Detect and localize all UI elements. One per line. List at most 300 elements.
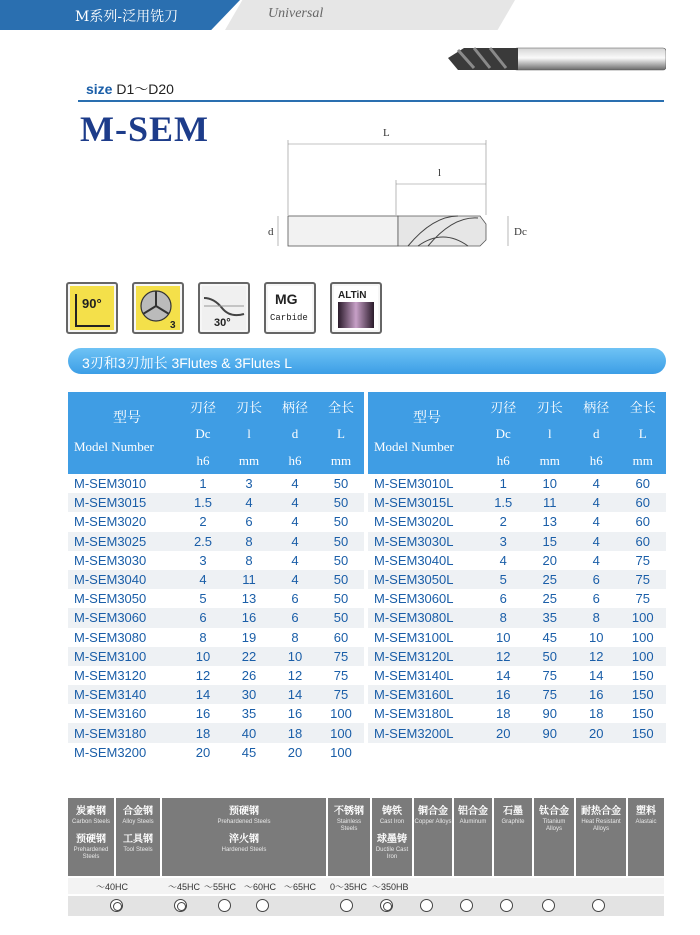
spec-cell: 4 [499,552,507,568]
svg-text:90°: 90° [82,296,102,311]
spec-cell: 50 [318,532,364,551]
model-number-cell: M-SEM3180L [374,706,454,722]
spec-cell: 4 [592,552,600,568]
technical-drawing [268,120,538,260]
header-l-sym: l [226,420,272,448]
hardness-row [68,878,664,894]
spec-cell: 16 [573,685,620,704]
spec-cell: 45 [241,744,257,760]
model-number-cell: M-SEM3120 [74,667,147,683]
spec-cell: 6 [272,608,318,627]
size-label: size [86,81,113,97]
spec-cell: 12 [573,647,620,666]
header-d-sym: d [272,420,318,448]
table-row [68,474,364,493]
model-number-cell: M-SEM3030L [368,532,480,551]
header-model-cn: 型号 [413,411,441,426]
spec-cell: 100 [330,744,352,760]
material-name-cn: 塑料 [636,806,656,817]
spec-cell: 90 [542,706,557,722]
material-column [162,798,326,876]
material-name-cn: 不锈钢 [334,806,364,817]
spec-cell: 4 [272,532,318,551]
spec-cell: 50 [318,570,364,589]
spec-cell: 25 [527,570,574,589]
model-number-cell: M-SEM3160 [74,706,147,722]
table-row [68,666,364,685]
spec-cell: 4 [291,476,299,492]
spec-cell: 3 [199,552,207,568]
material-name-en: Alloy Steels [122,819,154,825]
model-number-cell: M-SEM3040L [374,552,454,568]
material-name-cn: 铜合金 [418,806,448,817]
hardness-label: ～350HB [372,882,409,892]
spec-cell: 4 [226,493,272,512]
table-row [68,551,364,570]
spec-cell: 150 [631,667,654,683]
spec-cell: 1.5 [480,493,527,512]
material-name-en: Heat Resistant Alloys [581,819,621,832]
spec-cell: 50 [333,476,349,492]
col-model [68,392,180,474]
table-row [368,493,666,512]
spec-cell: 16 [480,685,527,704]
header-d-unit: h6 [573,448,620,474]
material-name-en: Aluminum [459,819,487,825]
spec-cell: 90 [527,723,574,742]
spec-cell: 12 [195,667,211,683]
spec-table-left [68,392,364,762]
spec-cell: 10 [180,647,226,666]
spec-cell: 14 [272,685,318,704]
helix-30-icon [198,282,250,334]
circle-icon [420,899,433,912]
suitability-row [68,896,664,916]
col-model [368,392,480,474]
material-column [628,798,664,876]
model-number-cell: M-SEM3020L [374,514,454,530]
material-name2-cn [494,826,532,830]
svg-text:3: 3 [170,320,176,331]
spec-cell: 18 [496,706,511,722]
spec-cell: 4 [573,493,620,512]
spec-cell: 60 [620,493,667,512]
spec-cell: 100 [620,647,667,666]
dim-l: l [438,167,442,179]
header-subtitle: Universal [268,6,324,21]
spec-cell: 18 [589,706,604,722]
spec-cell: 6 [245,514,253,530]
spec-cell: 14 [496,667,511,683]
spec-cell: 4 [272,570,318,589]
header-l-sym: l [527,420,574,448]
material-name-en: Titanium Alloys [542,819,566,832]
spec-cell: 150 [620,685,667,704]
svg-text:30°: 30° [214,317,231,329]
header-dc-sym: Dc [480,420,527,448]
spec-cell: 10 [496,629,511,645]
spec-cell: 10 [589,629,604,645]
table-row [368,512,666,531]
spec-cell: 10 [542,476,557,492]
header-L-unit: mm [620,448,667,474]
material-column [494,798,532,876]
material-name-en: Alastaic [635,819,657,825]
spec-cell: 4 [592,476,600,492]
material-name-en: Graphite [501,819,525,825]
spec-cell: 18 [272,723,318,742]
spec-cell: 6 [573,570,620,589]
header-l-unit: mm [527,448,574,474]
svg-text:ALTiN: ALTiN [338,290,367,301]
spec-cell: 60 [333,629,349,645]
spec-cell: 1 [199,476,207,492]
header-d-unit: h6 [272,448,318,474]
material-name-en: Copper Alloys [414,819,452,825]
spec-cell: 60 [635,514,650,530]
spec-cell: 35 [241,706,257,722]
spec-cell: 1 [499,476,507,492]
table-row [368,532,666,551]
spec-cell: 4 [180,570,226,589]
angle-90-icon [66,282,118,334]
header-dc-unit: h6 [180,448,226,474]
material-name2-cn [534,833,574,837]
material-name2-cn [328,833,370,837]
spec-cell: 75 [318,647,364,666]
double-circle-icon [174,899,187,912]
header-d-cn: 柄径 [272,392,318,420]
header-L-cn: 全长 [318,392,364,420]
spec-cell: 50 [318,493,364,512]
header-dc-unit: h6 [480,448,527,474]
header-model-en: Model Number [74,439,154,454]
material-name-cn: 石墨 [503,806,523,817]
spec-cell: 3 [245,476,253,492]
model-number-cell: M-SEM3100L [374,629,454,645]
spec-cell: 60 [620,532,667,551]
material-name2-cn: 工具钢 [123,834,153,845]
model-number-cell: M-SEM3025 [68,532,180,551]
section-band [68,348,666,374]
material-name-en: Stainless Steels [336,819,362,832]
spec-cell: 10 [272,647,318,666]
spec-cell: 2.5 [180,532,226,551]
spec-cell: 75 [318,685,364,704]
spec-cell: 8 [245,552,253,568]
spec-cell: 12 [480,647,527,666]
model-number-cell: M-SEM3040 [68,570,180,589]
spec-cell: 50 [333,591,349,607]
table-row [68,493,364,512]
spec-cell: 5 [480,570,527,589]
spec-cell: 13 [542,514,557,530]
circle-icon [592,899,605,912]
spec-cell: 4 [573,532,620,551]
svg-text:MG: MG [275,291,298,307]
model-number-cell: M-SEM3120L [368,647,480,666]
model-number-cell: M-SEM3080L [368,608,480,627]
table-row [68,532,364,551]
model-number-cell: M-SEM3010L [374,476,454,492]
hardness-label: ～60HC [244,882,277,892]
spec-cell: 15 [527,532,574,551]
spec-cell: 60 [635,476,650,492]
material-name2-cn: 淬火钢 [229,834,259,845]
table-row [68,512,364,531]
feature-icons [66,282,386,338]
circle-icon [218,899,231,912]
spec-cell: 13 [241,591,257,607]
spec-cell: 16 [287,706,303,722]
spec-cell: 1.5 [180,493,226,512]
table-row [368,589,666,608]
spec-cell: 5 [199,591,207,607]
spec-cell: 75 [333,667,349,683]
spec-cell: 40 [226,723,272,742]
right-rows [368,474,666,743]
model-number-cell: M-SEM3140L [374,667,454,683]
spec-cell: 3 [480,532,527,551]
spec-cell: 50 [333,552,349,568]
three-flute-icon [132,282,184,334]
section-band-text: 3刃和3刃加长 3Flutes & 3Flutes L [82,355,293,371]
spec-cell: 35 [527,608,574,627]
model-number-cell: M-SEM3050L [368,570,480,589]
spec-cell: 20 [542,552,557,568]
header-dc-cn: 刃径 [480,392,527,420]
model-number-cell: M-SEM3200 [74,744,147,760]
hardness-label: ～55HC [204,882,237,892]
table-row [68,704,364,723]
header-d-sym: d [573,420,620,448]
model-number-cell: M-SEM3030 [74,552,147,568]
material-name2-cn [576,833,626,837]
spec-cell: 8 [199,629,207,645]
spec-cell: 100 [620,608,667,627]
table-row [368,704,666,723]
model-number-cell: M-SEM3180 [68,723,180,742]
model-number-cell: M-SEM3015 [68,493,180,512]
material-name2-en: Tool Steels [123,847,153,853]
circle-icon [460,899,473,912]
material-name-en: Prehardened Steels [217,819,271,825]
title-underline [78,100,664,102]
model-number-cell: M-SEM3200L [368,723,480,742]
material-name-cn: 耐热合金 [581,806,621,817]
spec-cell: 14 [180,685,226,704]
material-name2-cn [414,826,452,830]
table-row [368,685,666,704]
table-row [368,551,666,570]
spec-cell: 20 [195,744,211,760]
material-name-cn: 铸铁 [382,806,402,817]
spec-cell: 8 [291,629,299,645]
size-value: D1～D20 [116,81,174,97]
table-row [368,666,666,685]
spec-cell: 4 [272,493,318,512]
spec-cell: 45 [542,629,557,645]
mg-carbide-icon [264,282,316,334]
spec-cell: 100 [330,706,352,722]
header-l-cn: 刃长 [226,392,272,420]
spec-cell: 20 [573,723,620,742]
spec-cell: 20 [287,744,303,760]
table-row [68,628,364,647]
spec-cell: 50 [318,608,364,627]
header-l-unit: mm [226,448,272,474]
header-d-cn: 柄径 [573,392,620,420]
dim-Dc: Dc [514,226,527,238]
table-row [68,608,364,627]
svg-text:Carbide: Carbide [270,313,308,323]
spec-cell: 150 [620,723,667,742]
spec-cell: 20 [480,723,527,742]
table-row [68,723,364,742]
material-name2-cn [454,826,492,830]
material-column [116,798,160,876]
spec-cell: 2 [199,514,207,530]
spec-cell: 11 [527,493,574,512]
spec-cell: 75 [620,570,667,589]
table-row [68,647,364,666]
model-number-cell: M-SEM3060 [68,608,180,627]
header-L-sym: L [620,420,667,448]
material-column [534,798,574,876]
spec-cell: 8 [573,608,620,627]
spec-cell: 8 [480,608,527,627]
material-chart [68,798,664,918]
spec-table-right [368,392,666,743]
table-row [368,723,666,742]
table-row [68,570,364,589]
spec-cell: 12 [287,667,303,683]
spec-cell: 4 [291,514,299,530]
model-number-cell: M-SEM3060L [374,591,454,607]
header-bar [0,0,700,30]
material-name-cn: 钛合金 [539,806,569,817]
table-row [68,743,364,762]
spec-cell: 14 [589,667,604,683]
material-name2-cn [628,826,664,830]
table-row [68,685,364,704]
spec-cell: 75 [542,667,557,683]
spec-cell: 4 [592,514,600,530]
double-circle-icon [380,899,393,912]
table-row [68,589,364,608]
spec-cell: 18 [180,723,226,742]
spec-cell: 6 [592,591,600,607]
header-L-sym: L [318,420,364,448]
header-L-unit: mm [318,448,364,474]
spec-cell: 26 [241,667,257,683]
circle-icon [542,899,555,912]
material-name-cn: 炭素钢 [76,806,106,817]
material-name2-en: Ductile Cast Iron [375,847,409,860]
table-row [368,628,666,647]
spec-cell: 8 [226,532,272,551]
spec-cell: 16 [195,706,211,722]
header-l-cn: 刃长 [527,392,574,420]
spec-cell: 16 [226,608,272,627]
size-line [86,79,174,99]
header-model-cn: 型号 [113,411,141,426]
spec-cell: 100 [318,723,364,742]
material-column [576,798,626,876]
header-title: M系列-泛用铣刀 [75,9,179,25]
spec-cell: 19 [241,629,257,645]
spec-cell: 2 [499,514,507,530]
double-circle-icon [110,899,123,912]
model-number-cell: M-SEM3010 [74,476,147,492]
spec-cell: 4 [291,552,299,568]
hardness-label: ～40HC [96,882,129,892]
header-dc-sym: Dc [180,420,226,448]
circle-icon [340,899,353,912]
dim-L: L [383,127,390,139]
table-row [368,570,666,589]
spec-cell: 75 [635,552,650,568]
material-name2-en: Hardened Steels [221,847,267,853]
material-name-en: Carbon Steels [71,819,111,825]
hardness-label: ～65HC [284,882,317,892]
material-name-en: Cast Iron [379,819,405,825]
model-number-cell: M-SEM3160L [368,685,480,704]
spec-cell: 100 [631,629,654,645]
header-model-en: Model Number [374,439,454,454]
end-mill-photo [444,40,666,80]
spec-cell: 6 [291,591,299,607]
spec-cell: 75 [635,591,650,607]
material-name2-en: Prehardened Steels [73,847,109,860]
material-name-cn: 合金钢 [123,806,153,817]
material-name2-cn: 预硬钢 [76,834,106,845]
spec-cell: 50 [333,514,349,530]
hardness-label: 0～35HC [330,882,368,892]
spec-cell: 30 [226,685,272,704]
material-name-cn: 铝合金 [458,806,488,817]
header-L-cn: 全长 [620,392,667,420]
material-column [68,798,114,876]
altin-coating-icon [330,282,382,334]
table-row [368,608,666,627]
material-column [414,798,452,876]
material-name-cn: 预硬钢 [229,806,259,817]
material-name2-cn: 球墨铸 [377,834,407,845]
model-number-cell: M-SEM3140 [68,685,180,704]
spec-cell: 6 [499,591,507,607]
spec-cell: 50 [527,647,574,666]
spec-cell: 11 [226,570,272,589]
spec-cell: 22 [226,647,272,666]
spec-cell: 25 [542,591,557,607]
circle-icon [256,899,269,912]
model-number-cell: M-SEM3050 [74,591,147,607]
left-rows [68,474,364,762]
table-row [368,647,666,666]
page-title: M-SEM [80,109,209,149]
dim-d: d [268,226,274,238]
circle-icon [500,899,513,912]
header-dc-cn: 刃径 [180,392,226,420]
model-number-cell: M-SEM3020 [74,514,147,530]
model-number-cell: M-SEM3015L [368,493,480,512]
table-row [368,474,666,493]
spec-cell: 75 [527,685,574,704]
material-column [328,798,370,876]
material-column [454,798,492,876]
model-number-cell: M-SEM3080 [74,629,147,645]
